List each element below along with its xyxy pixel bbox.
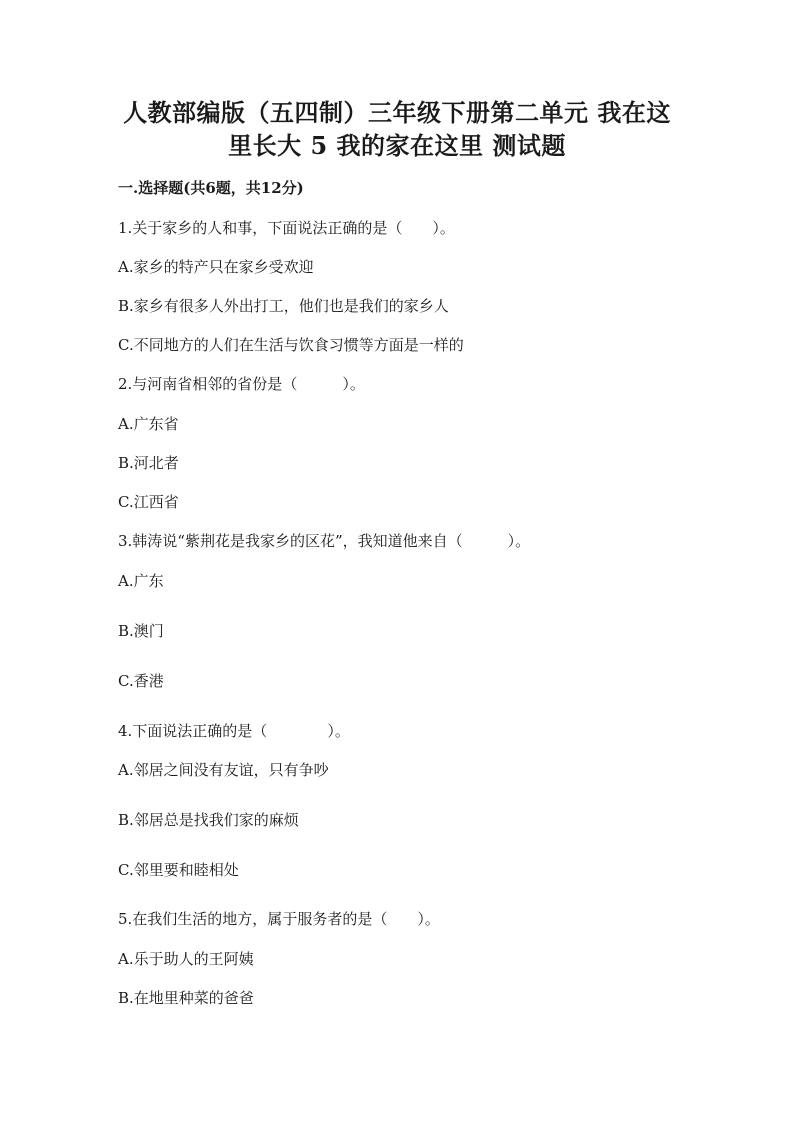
question-1-stem: 1.关于家乡的人和事，下面说法正确的是（ ）。: [118, 219, 455, 237]
question-1-option-a: A.家乡的特产只在家乡受欢迎: [118, 258, 314, 276]
question-5-stem: 5.在我们生活的地方，属于服务者的是（ ）。: [118, 910, 440, 928]
question-4-option-c: C.邻里要和睦相处: [118, 861, 239, 879]
question-4-option-b: B.邻居总是找我们家的麻烦: [118, 811, 299, 829]
question-2-option-b: B.河北者: [118, 454, 179, 472]
question-5-option-b: B.在地里种菜的爸爸: [118, 989, 254, 1007]
question-1-option-c: C.不同地方的人们在生活与饮食习惯等方面是一样的: [118, 336, 464, 354]
question-2-option-c: C.江西省: [118, 493, 179, 511]
page-title-line-2: 里长大 5 我的家在这里 测试题: [228, 131, 566, 160]
page-title: [0, 96, 794, 162]
question-4-stem: 4.下面说法正确的是（ ）。: [118, 722, 350, 740]
question-3-option-c: C.香港: [118, 672, 164, 690]
page-title-line-1: 人教部编版（五四制）三年级下册第二单元 我在这: [123, 98, 671, 127]
section-heading: 一.选择题(共6题，共12分): [118, 179, 304, 197]
question-3-stem: 3.韩涛说“紫荆花是我家乡的区花”，我知道他来自（ ）。: [118, 532, 531, 550]
question-1-option-b: B.家乡有很多人外出打工，他们也是我们的家乡人: [118, 297, 449, 315]
question-4-option-a: A.邻居之间没有友谊，只有争吵: [118, 761, 329, 779]
question-3-option-b: B.澳门: [118, 622, 164, 640]
question-3-option-a: A.广东: [118, 572, 164, 590]
question-2-option-a: A.广东省: [118, 415, 179, 433]
question-5-option-a: A.乐于助人的王阿姨: [118, 950, 254, 968]
question-2-stem: 2.与河南省相邻的省份是（ ）。: [118, 375, 365, 393]
